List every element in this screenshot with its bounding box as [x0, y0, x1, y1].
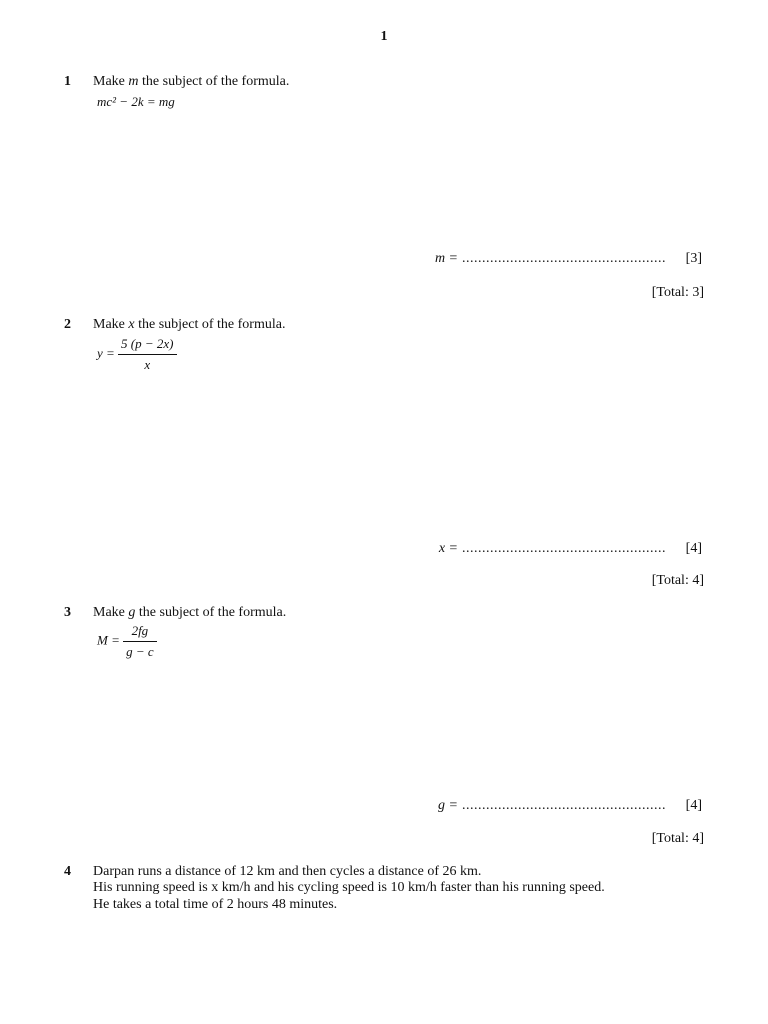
answer-dots[interactable]: ...................................................: [462, 251, 666, 266]
prompt-before: Make: [93, 605, 129, 620]
answer-dots[interactable]: ...................................................: [462, 798, 666, 813]
question-prompt: [93, 317, 285, 333]
question-number: 2: [64, 317, 71, 332]
numerator: 2fg: [123, 623, 157, 642]
marks: [4]: [685, 541, 702, 556]
prompt-before: Make: [93, 317, 129, 332]
prompt-before: Make: [93, 74, 129, 89]
marks: [3]: [685, 251, 702, 266]
answer-dots[interactable]: ...................................................: [462, 541, 666, 556]
formula-lhs: M =: [97, 632, 120, 648]
answer-line[interactable]: [435, 251, 702, 267]
answer-label: g =: [438, 798, 458, 813]
question-text-line: Darpan runs a distance of 12 km and then cycles a distance of 26 km.: [93, 864, 482, 879]
numerator: 5 (p − 2x): [118, 336, 176, 355]
fraction: [118, 336, 176, 373]
question-text-line: He takes a total time of 2 hours 48 minutes.: [93, 897, 338, 912]
page-number: 1: [380, 29, 388, 44]
denominator: x: [144, 357, 151, 372]
prompt-variable: x: [128, 317, 135, 332]
question-number: 1: [64, 74, 71, 89]
question-number: 4: [64, 864, 71, 879]
formula: [97, 623, 157, 660]
question-number: 3: [64, 605, 71, 620]
answer-line[interactable]: [438, 798, 702, 814]
denominator: g − c: [126, 644, 154, 659]
formula: mc² − 2k = mg: [97, 94, 175, 109]
prompt-after: the subject of the formula.: [134, 317, 286, 332]
total-marks: [Total: 3]: [651, 285, 704, 300]
fraction: [123, 623, 157, 660]
marks: [4]: [685, 798, 702, 813]
answer-label: x =: [438, 541, 458, 556]
prompt-after: the subject of the formula.: [135, 605, 287, 620]
total-marks: [Total: 4]: [651, 831, 704, 846]
formula: [97, 336, 177, 373]
prompt-after: the subject of the formula.: [138, 74, 290, 89]
formula-lhs: y =: [97, 345, 115, 361]
total-marks: [Total: 4]: [651, 573, 704, 588]
answer-line[interactable]: [439, 541, 702, 557]
question-prompt: [93, 74, 289, 90]
prompt-variable: m: [128, 74, 139, 89]
question-prompt: [93, 605, 286, 621]
prompt-variable: g: [128, 605, 136, 620]
question-text-line: His running speed is x km/h and his cycling speed is 10 km/h faster than his running speed.: [93, 880, 605, 895]
answer-label: m =: [434, 251, 458, 266]
